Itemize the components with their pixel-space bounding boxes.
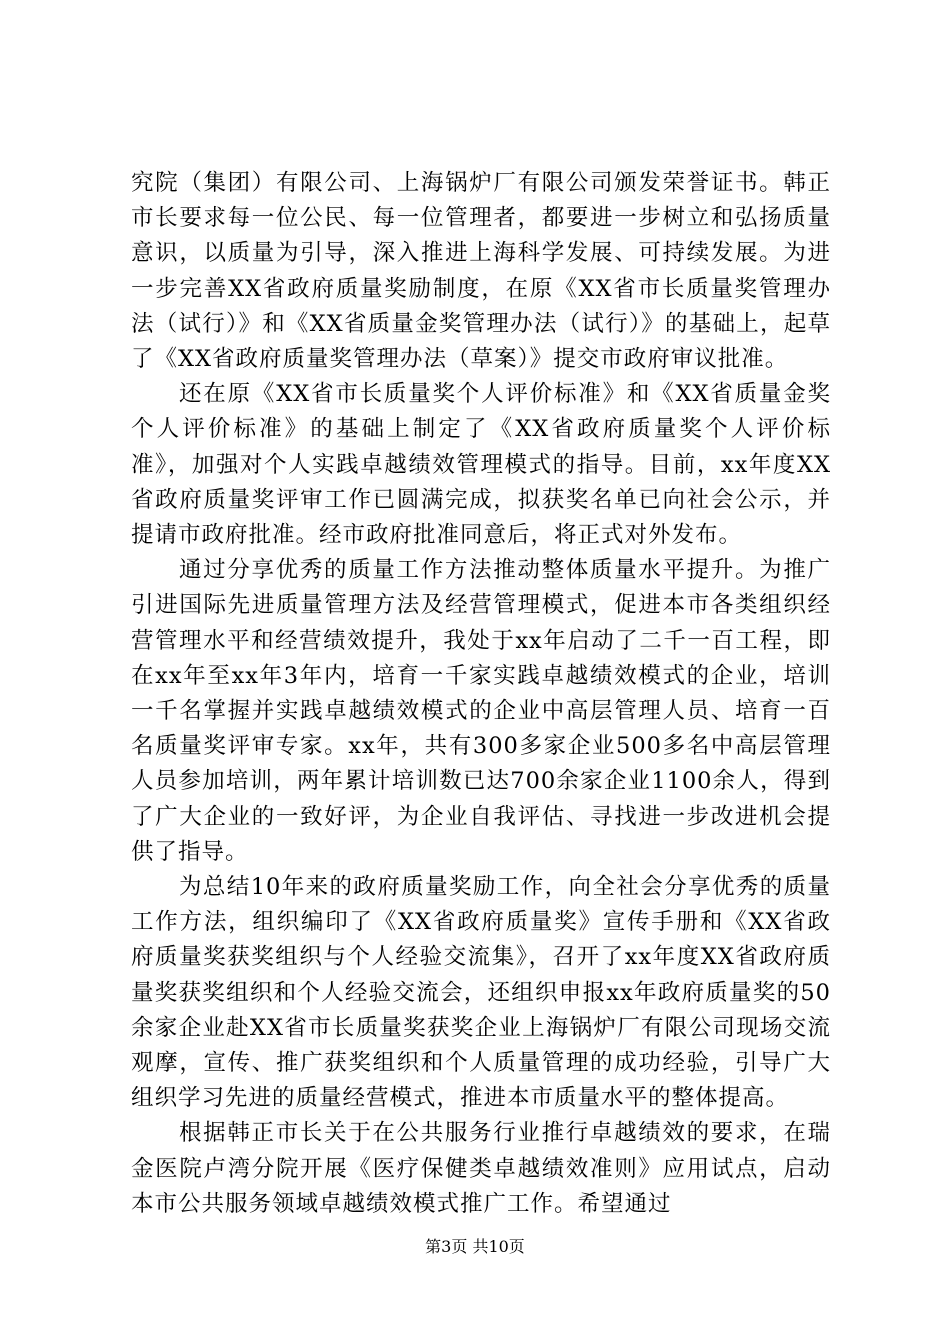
paragraph-3: 通过分享优秀的质量工作方法推动整体质量水平提升。为推广引进国际先进质量管理方法及经营管理模式，促进本市各类组织经营管理水平和经营绩效提升，我处于xx年启动了二千一百工程，即在xx年至xx年3年内，培育一千家实践卓越绩效模式的企业，培训一千名掌握并实践卓越绩效模式的企业中高层管理人员、培育一百名质量奖评审专家。xx年，共有300多家企业500多名中高层管理人员参加培训，两年累计培训数已达700余家企业1100余人，得到了广大企业的一致好评，为企业自我评估、寻找进一步改进机会提供了指导。 xyxy=(131,557,831,865)
paragraph-1: 究院（集团）有限公司、上海锅炉厂有限公司颁发荣誉证书。韩正市长要求每一位公民、每一位管理者，都要进一步树立和弘扬质量意识，以质量为引导，深入推进上海科学发展、可持续发展。为进一步完善XX省政府质量奖励制度，在原《XX省市长质量奖管理办法（试行）》和《XX省质量金奖管理办法（试行）》的基础上，起草了《XX省政府质量奖管理办法（草案）》提交市政府审议批准。 xyxy=(131,170,831,373)
document-body xyxy=(131,166,831,1222)
paragraph-5: 根据韩正市长关于在公共服务行业推行卓越绩效的要求，在瑞金医院卢湾分院开展《医疗保健类卓越绩效准则》应用试点，启动本市公共服务领域卓越绩效模式推广工作。希望通过 xyxy=(131,1120,831,1217)
paragraph-2: 还在原《XX省市长质量奖个人评价标准》和《XX省质量金奖个人评价标准》的基础上制定了《XX省政府质量奖个人评价标准》，加强对个人实践卓越绩效管理模式的指导。目前，xx年度XX省政府质量奖评审工作已圆满完成，拟获奖名单已向社会公示，并提请市政府批准。经市政府批准同意后，将正式对外发布。 xyxy=(131,381,831,549)
paragraph-4: 为总结10年来的政府质量奖励工作，向全社会分享优秀的质量工作方法，组织编印了《XX省政府质量奖》宣传手册和《XX省政府质量奖获奖组织与个人经验交流集》，召开了xx年度XX省政府质量奖获奖组织和个人经验交流会，还组织申报xx年政府质量奖的50余家企业赴XX省市长质量奖获奖企业上海锅炉厂有限公司现场交流观摩，宣传、推广获奖组织和个人质量管理的成功经验，引导广大组织学习先进的质量经营模式，推进本市质量水平的整体提高。 xyxy=(131,874,831,1112)
page-footer: 第3页 共10页 xyxy=(425,1237,525,1256)
